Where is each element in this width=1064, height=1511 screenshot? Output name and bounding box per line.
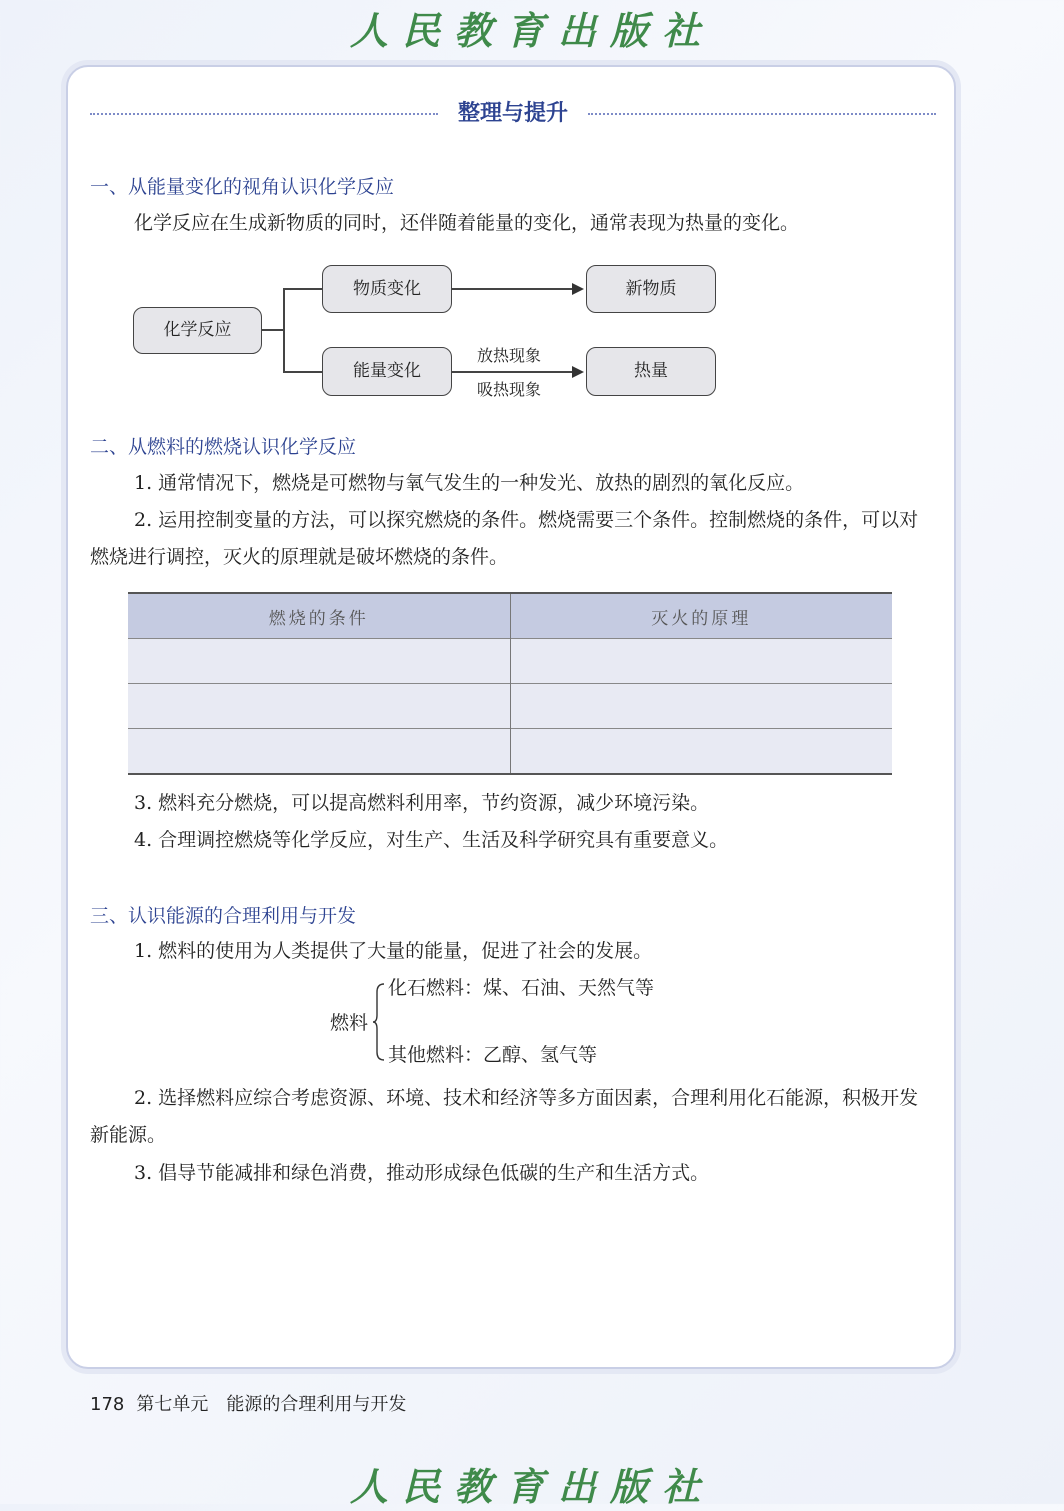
publisher-watermark-top: 人民教育出版社 bbox=[349, 8, 714, 53]
fuel-label: 燃料 bbox=[330, 1012, 369, 1034]
diagram-heat-box: 热量 bbox=[586, 347, 716, 396]
table-cell bbox=[128, 729, 510, 775]
table-cell bbox=[510, 684, 892, 729]
section3-paragraph-2: 2. 选择燃料应综合考虑资源、环境、技术和经济等多方面因素，合理利用化石能源，积极开发新能源。 bbox=[90, 1087, 919, 1146]
section2-paragraph-3: 3. 燃料充分燃烧，可以提高燃料利用率，节约资源，减少环境污染。 bbox=[134, 792, 710, 814]
table-cell bbox=[510, 729, 892, 775]
unit-title: 能源的合理利用与开发 bbox=[226, 1394, 407, 1415]
section2-paragraph-4: 4. 合理调控燃烧等化学反应，对生产、生活及科学研究具有重要意义。 bbox=[134, 829, 729, 851]
heading-dots-right bbox=[588, 113, 936, 115]
section1-intro: 化学反应在生成新物质的同时，还伴随着能量的变化，通常表现为热量的变化。 bbox=[134, 212, 800, 234]
page-number: 178 bbox=[90, 1394, 125, 1415]
table-row bbox=[128, 729, 892, 775]
page-heading: 整理与提升 bbox=[457, 101, 568, 126]
section3-title: 三、认识能源的合理利用与开发 bbox=[90, 905, 357, 927]
section1-title: 一、从能量变化的视角认识化学反应 bbox=[90, 176, 395, 198]
section2-paragraph-1: 1. 通常情况下，燃烧是可燃物与氧气发生的一种发光、放热的剧烈的氧化反应。 bbox=[134, 472, 805, 494]
table-header-conditions: 燃烧的条件 bbox=[128, 593, 510, 639]
page-footer bbox=[90, 1390, 406, 1416]
diagram-exothermic-label: 放热现象 bbox=[477, 346, 542, 365]
diagram-arrow-line bbox=[451, 288, 573, 290]
fuel-fossil-item: 化石燃料：煤、石油、天然气等 bbox=[388, 977, 655, 999]
heading-row bbox=[90, 96, 936, 132]
unit-number: 第七单元 bbox=[136, 1394, 209, 1415]
diagram-energy-change-box: 能量变化 bbox=[322, 347, 452, 396]
table-row bbox=[128, 639, 892, 684]
section2-paragraph-2: 2. 运用控制变量的方法，可以探究燃烧的条件。燃烧需要三个条件。控制燃烧的条件，可以对燃烧进行调控，灭火的原理就是破坏燃烧的条件。 bbox=[90, 509, 919, 568]
section3-paragraph-3: 3. 倡导节能减排和绿色消费，推动形成绿色低碳的生产和生活方式。 bbox=[134, 1162, 710, 1184]
diagram-connector bbox=[261, 329, 284, 331]
publisher-watermark-bottom: 人民教育出版社 bbox=[349, 1464, 714, 1509]
section2-title: 二、从燃料的燃烧认识化学反应 bbox=[90, 436, 357, 458]
diagram-connector bbox=[283, 288, 323, 290]
table-header-principles: 灭火的原理 bbox=[510, 593, 892, 639]
diagram-arrow-line bbox=[451, 371, 573, 373]
table-cell bbox=[510, 639, 892, 684]
arrow-right-icon bbox=[572, 366, 584, 378]
heading-dots-left bbox=[90, 113, 438, 115]
arrow-right-icon bbox=[572, 283, 584, 295]
table-row bbox=[128, 684, 892, 729]
diagram-connector bbox=[283, 288, 285, 372]
combustion-table bbox=[128, 592, 892, 775]
diagram-root-box: 化学反应 bbox=[133, 307, 262, 354]
diagram-endothermic-label: 吸热现象 bbox=[477, 380, 542, 399]
table-cell bbox=[128, 639, 510, 684]
diagram-new-substance-box: 新物质 bbox=[586, 265, 716, 313]
table-header-row bbox=[128, 593, 892, 639]
left-brace-icon bbox=[372, 982, 386, 1062]
diagram-material-change-box: 物质变化 bbox=[322, 265, 452, 313]
section3-paragraph-1: 1. 燃料的使用为人类提供了大量的能量，促进了社会的发展。 bbox=[134, 940, 653, 962]
table-cell bbox=[128, 684, 510, 729]
fuel-other-item: 其他燃料：乙醇、氢气等 bbox=[388, 1044, 598, 1066]
diagram-connector bbox=[283, 371, 323, 373]
